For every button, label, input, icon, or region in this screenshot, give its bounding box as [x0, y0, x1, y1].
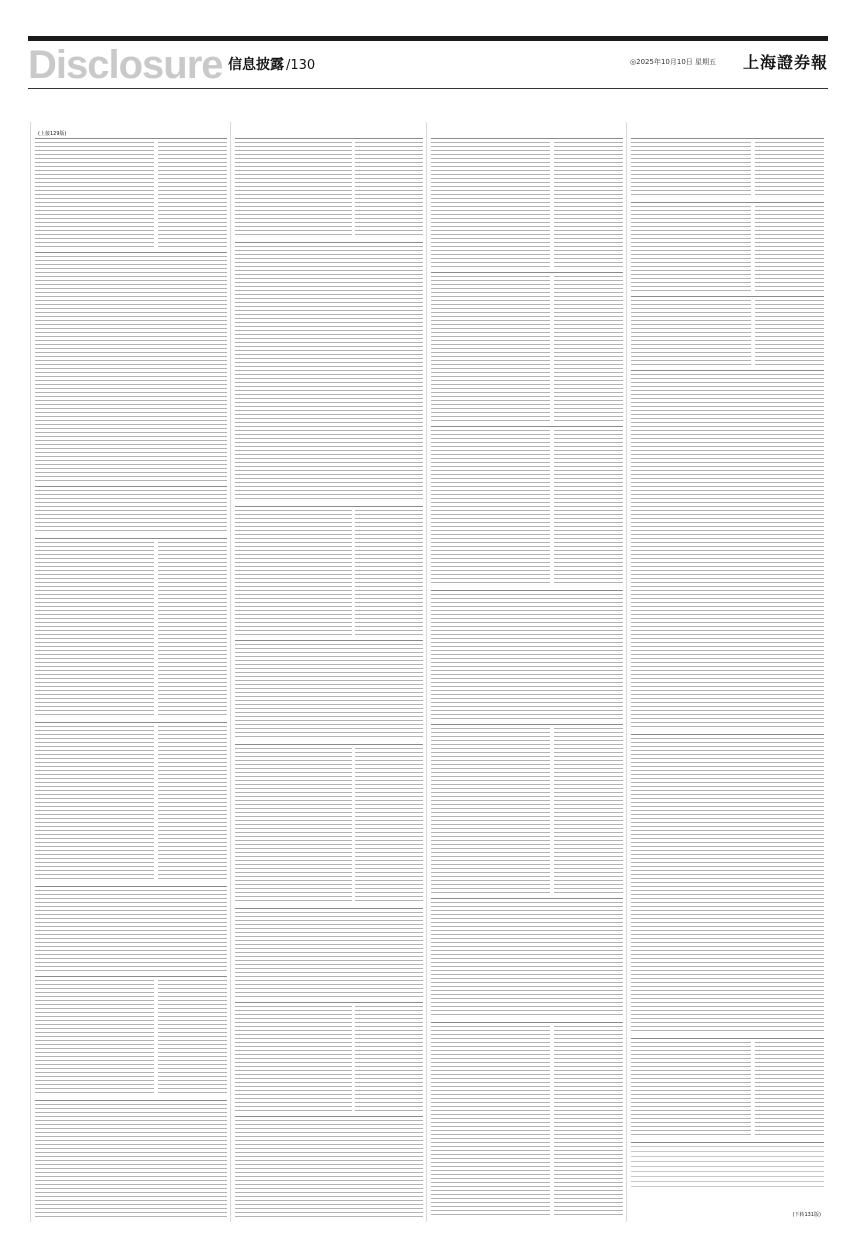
disclosure-wordmark: Disclosure — [28, 43, 223, 87]
text-block — [235, 138, 423, 239]
text-block — [431, 724, 623, 895]
top-rule — [28, 36, 828, 41]
text-block — [235, 1002, 423, 1113]
issue-date: ◎2025年10月10日 星期五 — [630, 58, 716, 66]
text-column-3 — [426, 122, 627, 1222]
text-column-1 — [30, 122, 231, 1222]
article-body — [30, 122, 827, 1222]
text-block — [631, 202, 824, 293]
masthead — [28, 44, 828, 86]
text-block — [431, 898, 623, 1019]
text-block — [631, 370, 824, 731]
text-block — [35, 486, 227, 535]
text-column-4 — [626, 122, 828, 1222]
text-block — [235, 744, 423, 905]
text-block — [631, 1142, 824, 1193]
text-block — [431, 426, 623, 587]
text-block — [631, 734, 824, 1035]
text-block — [235, 506, 423, 637]
page-number: /130 — [286, 58, 316, 73]
section-title — [228, 54, 315, 74]
text-block — [35, 252, 227, 483]
text-block — [235, 242, 423, 503]
text-block — [35, 138, 227, 249]
text-block — [431, 590, 623, 721]
text-block — [235, 1116, 423, 1219]
text-block — [35, 722, 227, 883]
text-block — [235, 908, 423, 999]
text-block — [431, 1022, 623, 1219]
text-block — [35, 538, 227, 719]
text-block — [35, 976, 227, 1097]
text-block — [631, 296, 824, 367]
section-name: 信息披露 — [228, 57, 284, 73]
continued-from-label: (上接129版) — [38, 131, 67, 137]
continued-to-label: (下转131版) — [792, 1212, 821, 1218]
text-column-2 — [230, 122, 427, 1222]
newspaper-logo: 上海證券報 — [742, 53, 828, 72]
text-block — [35, 1100, 227, 1219]
text-block — [235, 640, 423, 741]
text-block — [631, 138, 824, 199]
masthead-rule — [28, 88, 828, 89]
text-block — [431, 138, 623, 269]
text-block — [35, 886, 227, 973]
text-block — [631, 1038, 824, 1139]
text-block — [431, 272, 623, 423]
